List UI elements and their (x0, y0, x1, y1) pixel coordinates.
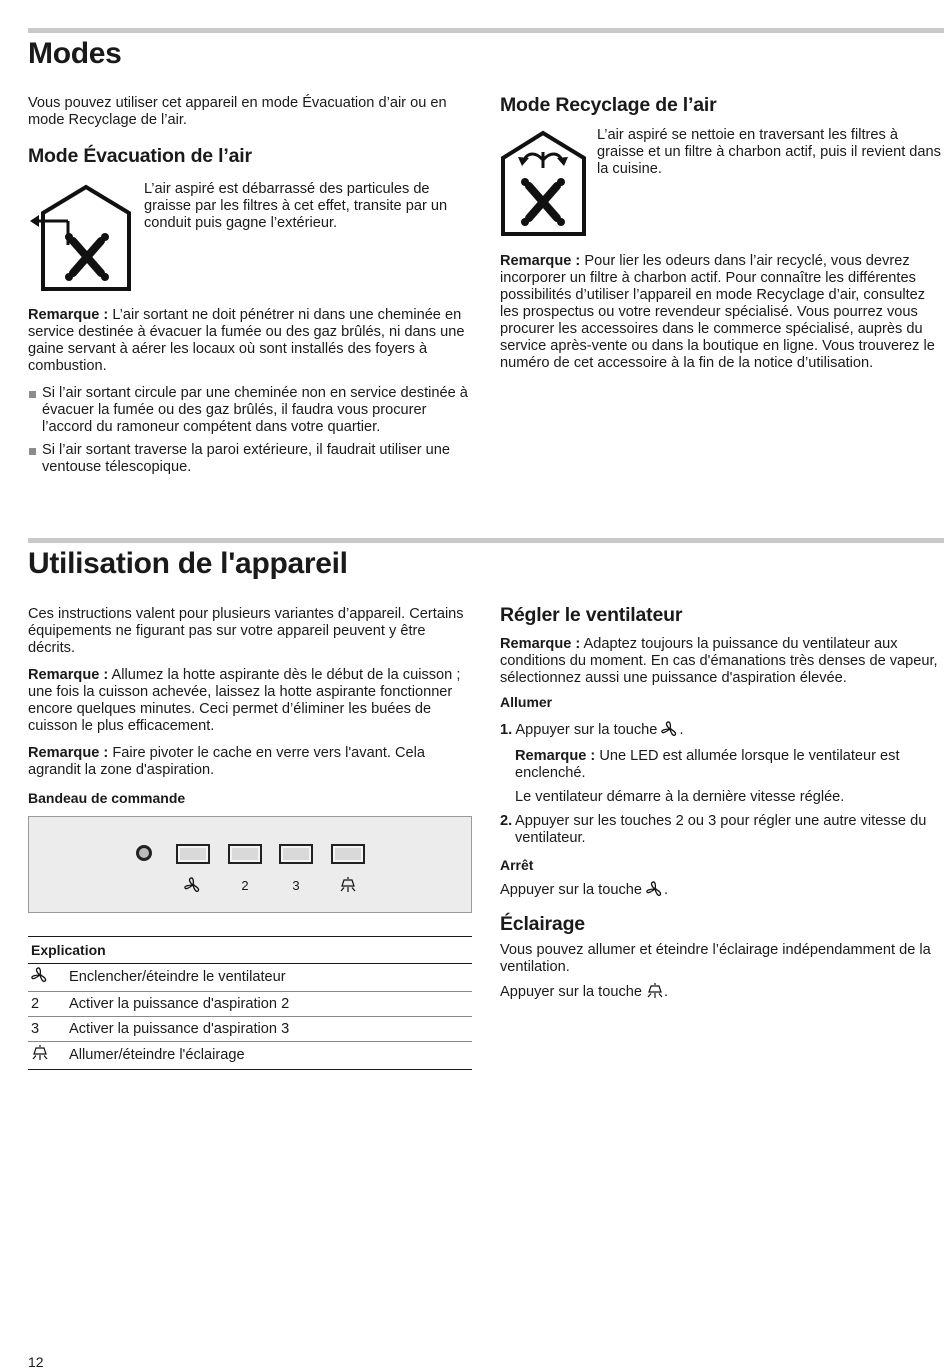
recycle-note (500, 253, 945, 372)
evac-note (28, 307, 473, 375)
fan-note (500, 636, 945, 687)
note-label: Remarque : (28, 307, 109, 323)
table-row (28, 992, 472, 1017)
evac-text: L’air aspiré est débarrassé des particules de graisse par les filtres à cet effet, transite par un conduit puis gagne l’extérieur. (144, 181, 448, 231)
evac-title: Mode Évacuation de l’air (28, 145, 252, 167)
step-number: 1. (500, 722, 513, 738)
light-icon (28, 1042, 66, 1070)
list-item: Si l’air sortant traverse la paroi extérieure, il faudrait utiliser une ventouse télescopique. (28, 442, 473, 476)
light-title: Éclairage (500, 913, 585, 935)
note-text: Faire pivoter le cache en verre vers l'avant. Cela agrandit la zone d'aspiration. (28, 745, 425, 778)
note-text: Pour lier les odeurs dans l’air recyclé, vous devrez incorporer un filtre à charbon actif. Pour connaître les différentes possibilités d’utiliser l’appareil en mode Recyclage d’air, consultez les prospectus ou votre revendeur spécialisé. Vous pourrez vous procurer les accessoires dans le commerce spécialisé, auprès du service après-vente ou dans la boutique en ligne. Vous trouverez le numéro de cet accessoire à la fin de la notice d’utilisation. (500, 253, 935, 371)
note-label: Remarque : (28, 667, 109, 683)
table-header-row (28, 937, 472, 964)
light-icon (646, 983, 664, 1004)
table-header: Explication (28, 937, 472, 964)
note-text: L’air sortant ne doit pénétrer ni dans une cheminée en service destinée à évacuer la fumée ou des gaz brûlés, ni dans une gaine servant à aérer les locaux où sont installés des foyers à combustion. (28, 307, 465, 374)
modes-intro: Vous pouvez utiliser cet appareil en mode Évacuation d’air ou en mode Recyclage de l’air. (28, 95, 447, 128)
table-symbol: 2 (28, 992, 66, 1017)
level-2-label: 2 (241, 878, 249, 893)
recycle-text: L’air aspiré se nettoie en traversant les filtres à graisse et un filtre à charbon actif, puis il revient dans la cuisine. (597, 127, 941, 177)
table-cell: Enclencher/éteindre le ventilateur (66, 964, 472, 992)
section-rule (28, 28, 944, 33)
step-number: 2. (500, 813, 513, 829)
fan-step-2 (500, 813, 945, 847)
fan-key[interactable] (176, 844, 210, 864)
usage-note-2 (28, 745, 468, 779)
step-text: Appuyer sur la touche (500, 882, 642, 898)
level-2-key[interactable] (228, 844, 262, 864)
usage-title: Utilisation de l'appareil (28, 547, 348, 580)
fan-icon (646, 881, 664, 902)
note-label: Remarque : (28, 745, 109, 761)
step-text: Appuyer sur la touche (500, 984, 642, 1000)
table-symbol: 3 (28, 1017, 66, 1042)
light-icon (331, 877, 365, 897)
section-rule (28, 538, 944, 543)
note-label: Remarque : (500, 253, 581, 269)
note-label: Remarque : (500, 636, 581, 652)
fan-off-title: Arrêt (500, 857, 534, 873)
note-text: Adaptez toujours la puissance du ventilateur aux conditions du moment. En cas d'émanations très denses de vapeur, sélectionnez aussi une puissance d'aspiration élevée. (500, 636, 938, 686)
recycle-title: Mode Recyclage de l’air (500, 94, 717, 116)
modes-title: Modes (28, 37, 122, 70)
status-led (136, 845, 152, 861)
fan-title: Régler le ventilateur (500, 604, 683, 626)
fan-step-1-after: Le ventilateur démarre à la dernière vitesse réglée. (515, 789, 845, 805)
control-panel (28, 816, 472, 913)
table-cell: Activer la puissance d'aspiration 2 (66, 992, 472, 1017)
exhaust-mode-icon (28, 183, 132, 298)
fan-icon (661, 721, 679, 742)
light-key[interactable] (331, 844, 365, 864)
explanation-table (28, 936, 472, 1070)
step-text: Appuyer sur les touches 2 ou 3 pour régler une autre vitesse du ventilateur. (515, 813, 927, 846)
table-row (28, 1042, 472, 1070)
table-cell: Allumer/éteindre l'éclairage (66, 1042, 472, 1070)
note-label: Remarque : (515, 748, 596, 764)
table-row (28, 1017, 472, 1042)
note-text: Allumez la hotte aspirante dès le début de la cuisson ; une fois la cuisson achevée, laissez la hotte aspirante fonctionner encore quelques minutes. Ceci permet d’éliminer les buées de cuisson le plus efficacement. (28, 667, 461, 734)
usage-intro: Ces instructions valent pour plusieurs variantes d’appareil. Certains équipements ne figurant pas sur votre appareil peuvent y être décrits. (28, 606, 464, 656)
fan-icon (176, 877, 210, 897)
level-3-key[interactable] (279, 844, 313, 864)
note-text: Une LED est allumée lorsque le ventilateur est enclenché. (515, 748, 900, 781)
light-text: Vous pouvez allumer et éteindre l’éclairage indépendamment de la ventilation. (500, 942, 931, 975)
list-item: Si l’air sortant circule par une cheminée non en service destinée à évacuer la fumée ou des gaz brûlés, il faudra vous procurer l’accord du ramoneur compétent dans votre quartier. (28, 385, 473, 436)
usage-note-1 (28, 667, 473, 735)
fan-on-title: Allumer (500, 694, 553, 710)
table-row (28, 964, 472, 992)
page-number: 12 (28, 1354, 44, 1370)
table-cell: Activer la puissance d'aspiration 3 (66, 1017, 472, 1042)
level-3-label: 3 (292, 878, 300, 893)
fan-off-text: Appuyer sur la touche . (500, 881, 945, 902)
light-action: Appuyer sur la touche . (500, 983, 945, 1004)
recirculation-mode-icon (500, 130, 588, 243)
fan-step-1-note (515, 748, 945, 782)
step-text: Appuyer sur la touche (515, 722, 658, 738)
fan-icon (28, 964, 66, 992)
evac-bullets (28, 385, 473, 482)
panel-title: Bandeau de commande (28, 790, 186, 806)
fan-step-1: 1. Appuyer sur la touche . (500, 721, 945, 742)
